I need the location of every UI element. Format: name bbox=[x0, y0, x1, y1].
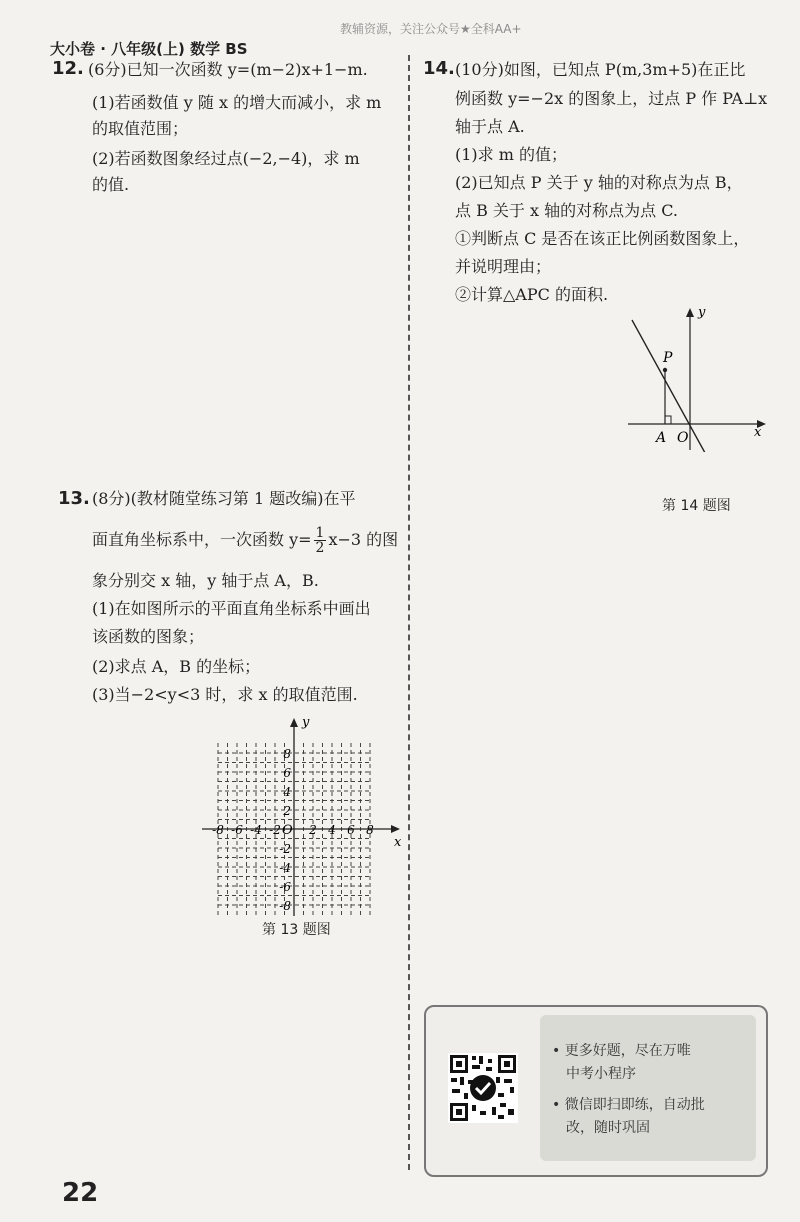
label-P: P bbox=[663, 350, 673, 366]
promo-text-panel bbox=[540, 1015, 756, 1161]
x-tick-label: -4 bbox=[250, 823, 262, 837]
fraction-one-half: $\frac{1}{2}$ bbox=[315, 525, 325, 556]
q12-number: 12. bbox=[52, 58, 84, 79]
y-axis-arrow bbox=[686, 308, 694, 317]
q13-line-4: (1)在如图所示的平面直角坐标系中画出 bbox=[92, 599, 371, 618]
x-tick-label: -2 bbox=[269, 823, 281, 837]
y-tick-label: 6 bbox=[283, 766, 291, 780]
q14-line-7: ①判断点 C 是否在该正比例函数图象上， bbox=[455, 229, 750, 248]
q13-line-2 bbox=[92, 526, 398, 555]
q13-number: 13. bbox=[58, 488, 90, 509]
q13-line-6: (2)求点 A，B 的坐标； bbox=[92, 657, 261, 676]
q14-line-8: 并说明理由； bbox=[455, 257, 552, 276]
qr-code-icon[interactable] bbox=[448, 1053, 518, 1123]
y-tick-label: -6 bbox=[279, 880, 291, 894]
q13-line-7: (3)当−2<y<3 时，求 x 的取值范围. bbox=[92, 685, 358, 704]
y-tick-label: 8 bbox=[283, 747, 291, 761]
x-tick-label: -8 bbox=[212, 823, 224, 837]
q14-line-1: (10分)如图，已知点 P(m,3m+5)在正比 bbox=[455, 60, 746, 79]
q14-line-2: 例函数 y=−2x 的图象上，过点 P 作 PA⊥x bbox=[455, 89, 768, 108]
point-P bbox=[663, 368, 667, 372]
promo-item-1-line-1: • 更多好题，尽在万唯 bbox=[552, 1043, 691, 1059]
q12-line-3: 的取值范围； bbox=[92, 119, 189, 138]
x-tick-label: 2 bbox=[309, 823, 317, 837]
page-number: 22 bbox=[62, 1178, 99, 1208]
page-header: 大小卷 · 八年级(上) 数学 BS bbox=[50, 40, 248, 58]
y-tick-label: 2 bbox=[283, 804, 291, 818]
q14-line-6: 点 B 关于 x 轴的对称点为点 C. bbox=[455, 201, 678, 220]
q14-line-3: 轴于点 A. bbox=[455, 117, 525, 136]
label-x: x bbox=[754, 425, 762, 440]
column-divider bbox=[408, 55, 410, 1170]
y-tick-label: 4 bbox=[283, 785, 291, 799]
watermark-text: 教辅资源，关注公众号★全科AA+ bbox=[340, 22, 522, 36]
y-tick-label: -8 bbox=[279, 899, 291, 913]
y-axis-arrow bbox=[290, 718, 298, 727]
q13-line-2-post: x−3 的图 bbox=[328, 530, 399, 549]
right-angle-mark bbox=[665, 416, 671, 424]
x-tick-label: 8 bbox=[366, 823, 374, 837]
q13-figure-caption: 第 13 题图 bbox=[262, 922, 331, 938]
q13-line-3: 象分别交 x 轴，y 轴于点 A，B. bbox=[92, 571, 319, 590]
q13-origin-label: O bbox=[282, 823, 293, 838]
q14-line-4: (1)求 m 的值； bbox=[455, 145, 568, 164]
q13-axis-y-label: y bbox=[302, 715, 310, 730]
q13-axis-x-label: x bbox=[394, 835, 402, 850]
q14-line-9: ②计算△APC 的面积. bbox=[455, 285, 609, 304]
q14-figure bbox=[620, 302, 780, 452]
q12-line-5: 的值. bbox=[92, 175, 130, 194]
promo-item-2-line-1: • 微信即扫即练，自动批 bbox=[552, 1097, 705, 1113]
label-y: y bbox=[698, 305, 706, 320]
y-tick-label: -4 bbox=[279, 861, 291, 875]
q14-figure-caption: 第 14 题图 bbox=[662, 498, 731, 514]
promo-item-2-line-2: 改，随时巩固 bbox=[566, 1120, 650, 1136]
x-axis-arrow bbox=[391, 825, 400, 833]
label-O: O bbox=[677, 430, 689, 446]
y-tick-label: -2 bbox=[279, 842, 291, 856]
q12-line-2: (1)若函数值 y 随 x 的增大而减小，求 m bbox=[92, 93, 382, 112]
q14-number: 14. bbox=[423, 58, 455, 79]
q13-line-5: 该函数的图象； bbox=[92, 627, 205, 646]
label-A: A bbox=[656, 430, 667, 446]
x-tick-label: 6 bbox=[347, 823, 355, 837]
x-tick-label: -6 bbox=[231, 823, 243, 837]
q13-line-1: (8分)(教材随堂练习第 1 题改编)在平 bbox=[92, 489, 356, 508]
q13-coordinate-grid bbox=[196, 712, 416, 922]
q12-line-1: (6分)已知一次函数 y=(m−2)x+1−m. bbox=[88, 60, 368, 79]
x-tick-label: 4 bbox=[328, 823, 336, 837]
q13-line-2-pre: 面直角坐标系中，一次函数 y= bbox=[92, 530, 312, 549]
q14-line-5: (2)已知点 P 关于 y 轴的对称点为点 B， bbox=[455, 173, 743, 192]
q12-line-4: (2)若函数图象经过点(−2,−4)，求 m bbox=[92, 149, 360, 168]
promo-item-1-line-2: 中考小程序 bbox=[566, 1066, 636, 1082]
